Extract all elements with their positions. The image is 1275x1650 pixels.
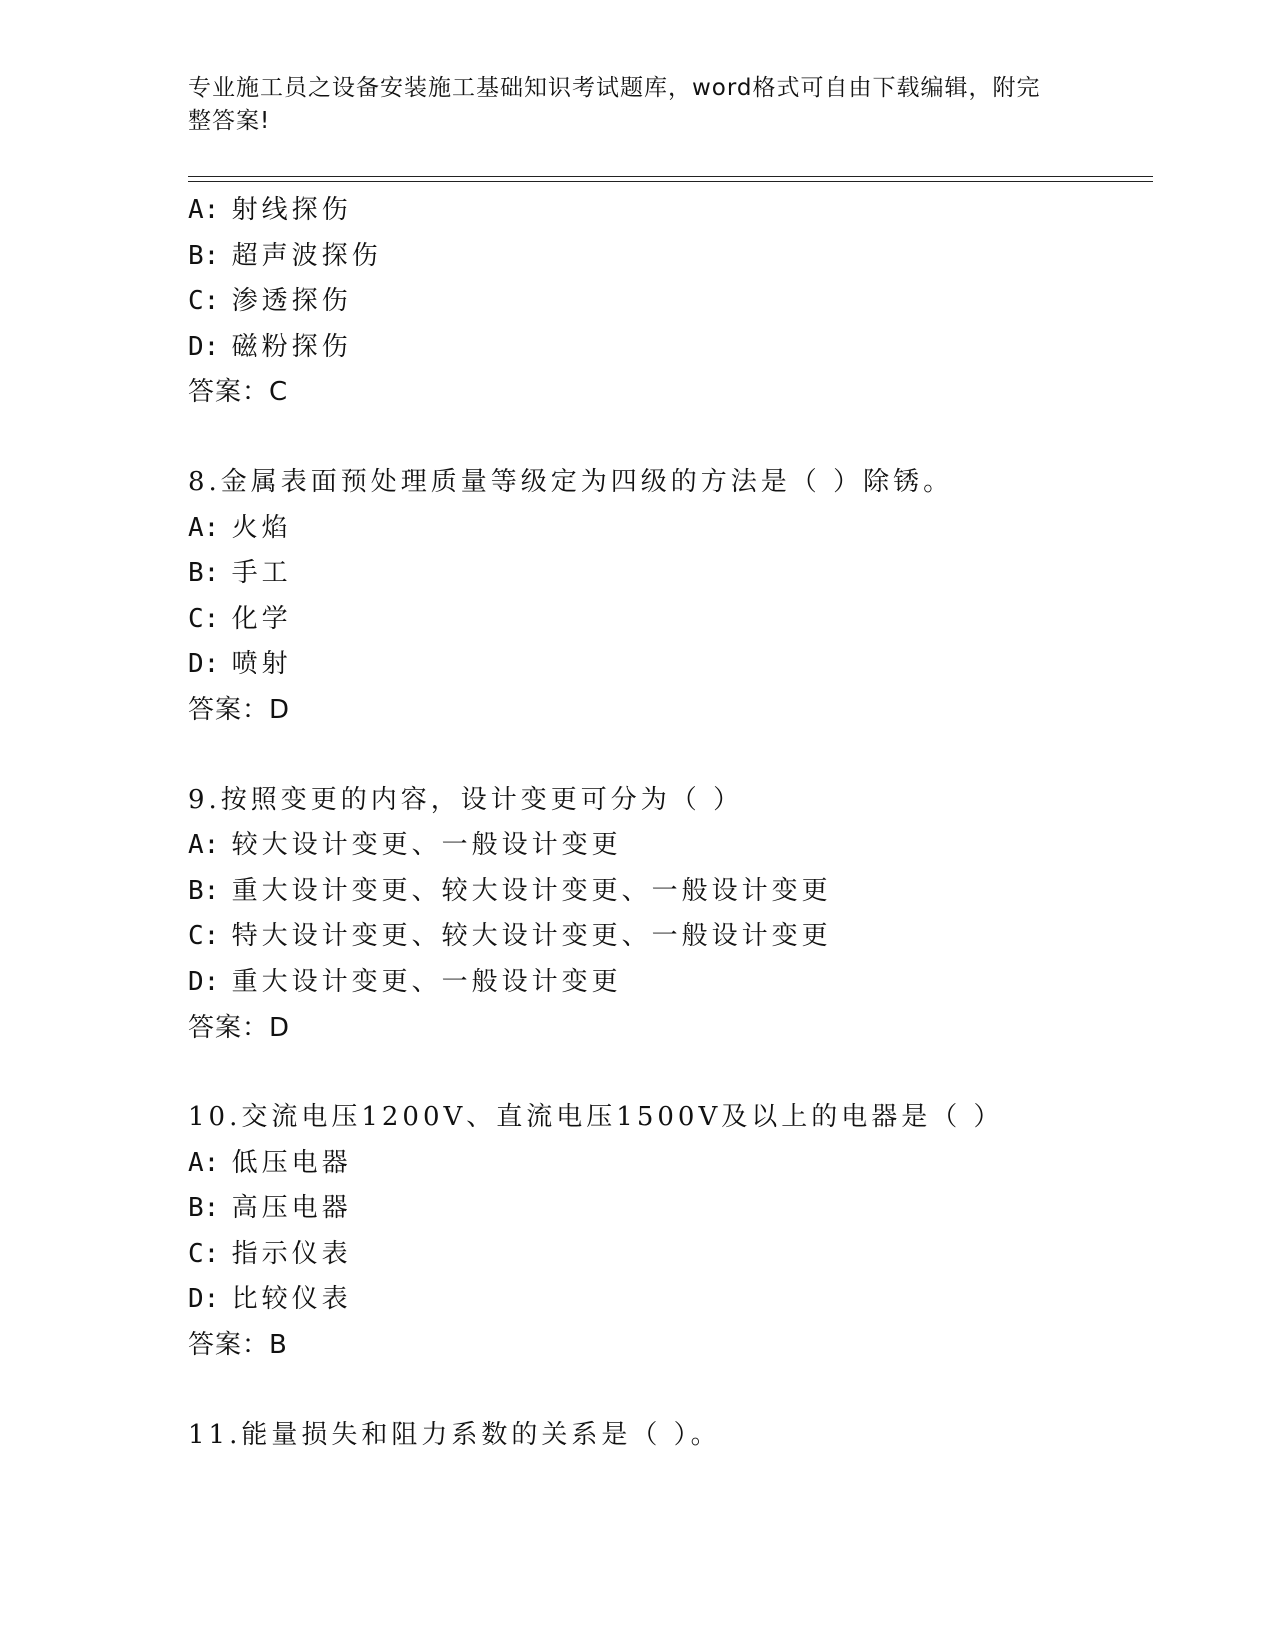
header-line-2: 整答案! <box>188 108 271 134</box>
option-c: C: 化学 <box>188 603 292 634</box>
option-d: D: 重大设计变更、一般设计变更 <box>188 966 622 997</box>
question-text: 9.按照变更的内容，设计变更可分为（ ） <box>188 784 744 815</box>
question-block <box>188 460 1148 734</box>
option-a: A: 射线探伤 <box>188 195 352 225</box>
option-c: C: 渗透探伤 <box>188 286 352 317</box>
question-text: 11.能量损失和阻力系数的关系是（ ）。 <box>188 1419 721 1450</box>
option-d: D: 喷射 <box>188 649 292 680</box>
option-d: D: 磁粉探伤 <box>188 331 352 362</box>
question-text: 10.交流电压1200V、直流电压1500V及以上的电器是（ ） <box>188 1102 1004 1133</box>
option-a: A: 火焰 <box>188 512 292 543</box>
answer: 答案：D <box>188 1012 291 1043</box>
option-b: B: 高压电器 <box>188 1193 352 1224</box>
answer: 答案：C <box>188 377 289 408</box>
option-c: C: 特大设计变更、较大设计变更、一般设计变更 <box>188 921 832 952</box>
header-line-1: 专业施工员之设备安装施工基础知识考试题库，word格式可自由下载编辑，附完 <box>188 75 1041 101</box>
question-text: 8.金属表面预处理质量等级定为四级的方法是（ ）除锈。 <box>188 466 954 497</box>
option-c: C: 指示仪表 <box>188 1238 352 1269</box>
header-rule-top <box>188 176 1153 177</box>
option-b: B: 超声波探伤 <box>188 240 382 271</box>
question-block <box>188 188 1148 416</box>
option-b: B: 手工 <box>188 558 292 589</box>
option-d: D: 比较仪表 <box>188 1284 352 1315</box>
option-b: B: 重大设计变更、较大设计变更、一般设计变更 <box>188 875 832 906</box>
option-a: A: 较大设计变更、一般设计变更 <box>188 830 622 861</box>
question-block <box>188 1095 1148 1369</box>
answer: 答案：B <box>188 1330 288 1361</box>
question-block <box>188 778 1148 1052</box>
header-rule-bottom <box>188 181 1153 182</box>
question-block <box>188 1413 1148 1459</box>
document-header <box>188 72 1068 138</box>
option-a: A: 低压电器 <box>188 1147 352 1178</box>
question-list <box>188 188 1148 1458</box>
answer: 答案：D <box>188 694 291 725</box>
